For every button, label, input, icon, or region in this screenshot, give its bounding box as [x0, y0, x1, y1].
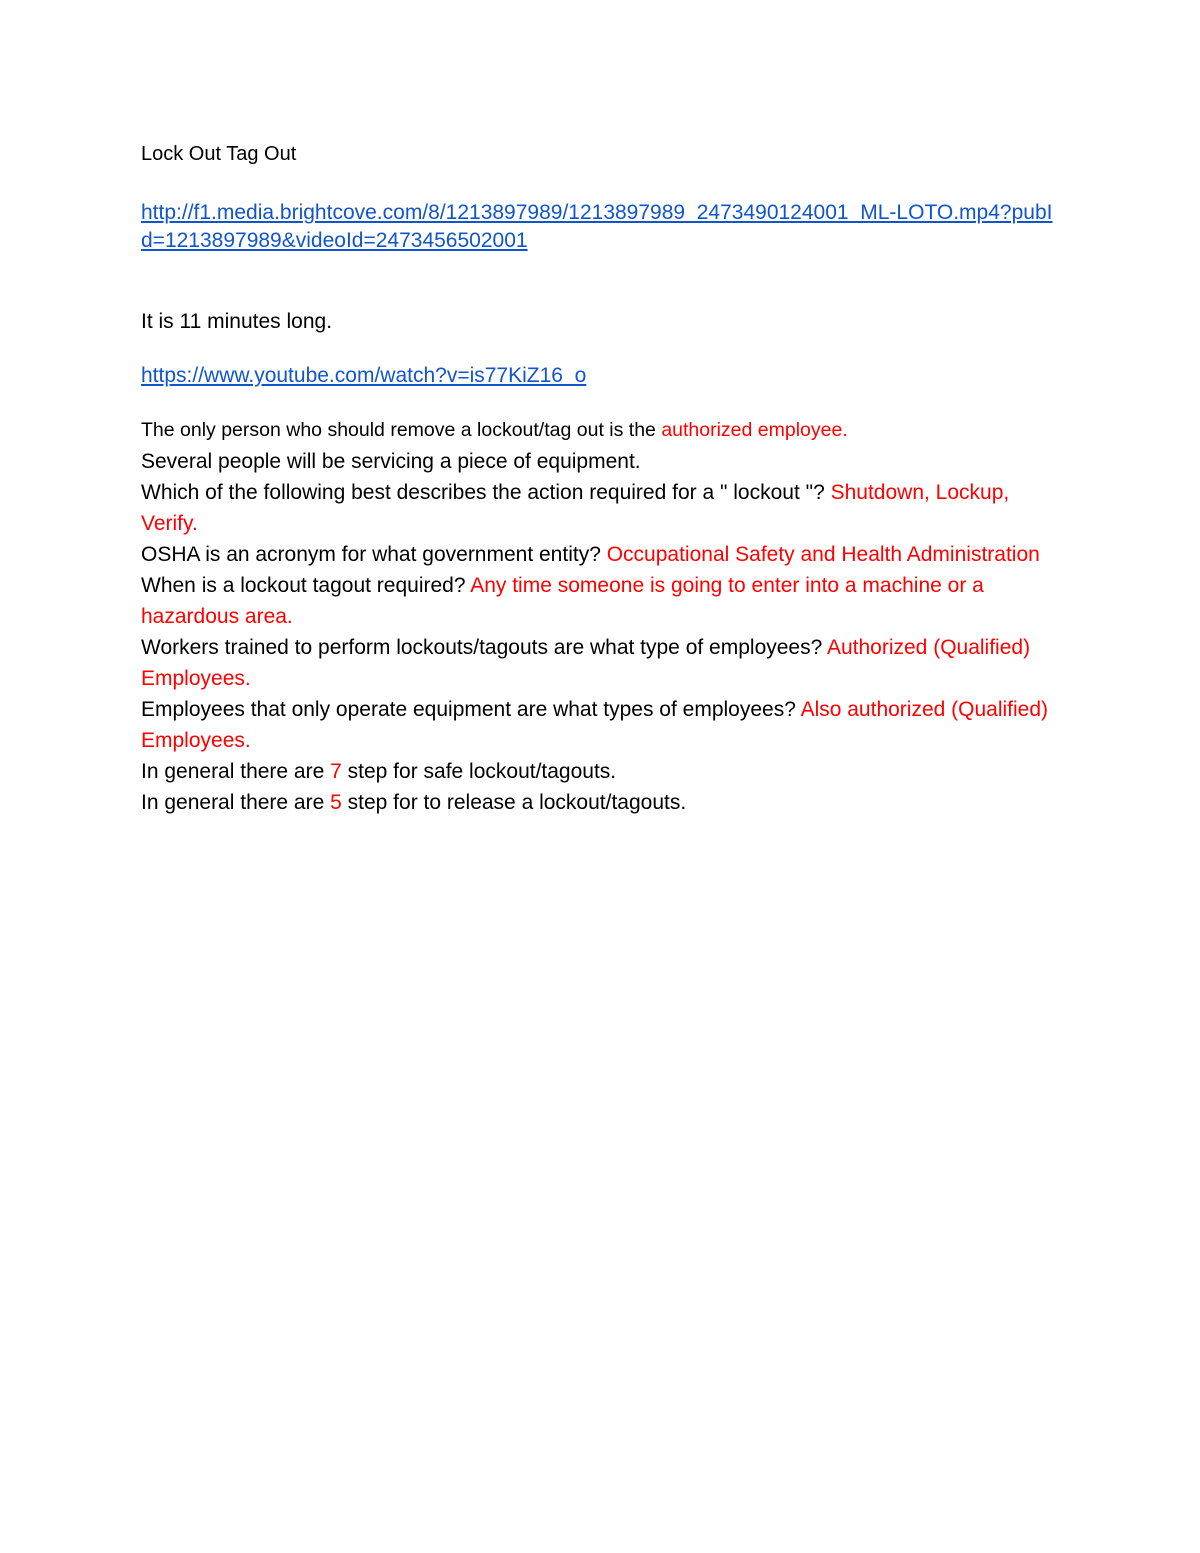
document-title: Lock Out Tag Out [141, 143, 297, 165]
qa-item [141, 756, 1051, 787]
question-text: In general there are [141, 760, 331, 783]
qa-item [141, 446, 1051, 477]
answer-text: authorized employee. [661, 419, 848, 441]
question-suffix: step for safe lockout/tagouts. [341, 760, 617, 783]
answer-text: Occupational Safety and Health Administration [606, 543, 1040, 566]
qa-item [141, 477, 1051, 539]
answer-text: 5 [330, 791, 342, 814]
question-suffix: step for to release a lockout/tagouts. [341, 791, 687, 814]
qa-list [141, 415, 1051, 818]
question-text: When is a lockout tagout required? [141, 574, 471, 597]
qa-item [141, 415, 1051, 446]
answer-text: Shutdown, Lockup, Verify. [141, 481, 1010, 535]
question-text: Workers trained to perform lockouts/tagouts are what type of employees? [141, 636, 827, 659]
youtube-video-link[interactable]: https://www.youtube.com/watch?v=is77KiZ16_o [141, 364, 587, 387]
qa-item [141, 632, 1051, 694]
question-text: Several people will be servicing a piece of equipment. [141, 450, 641, 473]
duration-text: It is 11 minutes long. [141, 310, 333, 333]
question-text: Which of the following best describes the action required for a " lockout "? [141, 481, 831, 504]
question-text: The only person who should remove a lockout/tag out is the [141, 419, 662, 441]
qa-item [141, 570, 1051, 632]
brightcove-video-link[interactable]: http://f1.media.brightcove.com/8/1213897989/1213897989_2473490124001_ML-LOTO.mp4?pubId=1213897989&videoId=2473456502001 [141, 201, 1053, 252]
answer-text: Also authorized (Qualified) Employees. [141, 698, 1049, 752]
qa-item [141, 539, 1051, 570]
qa-item [141, 787, 1051, 818]
answer-text: Authorized (Qualified) Employees. [141, 636, 1031, 690]
answer-text: Any time someone is going to enter into a machine or a hazardous area. [141, 574, 984, 628]
question-text: Employees that only operate equipment are what types of employees? [141, 698, 801, 721]
answer-text: 7 [330, 760, 342, 783]
qa-item [141, 694, 1051, 756]
question-text: OSHA is an acronym for what government entity? [141, 543, 607, 566]
question-text: In general there are [141, 791, 331, 814]
